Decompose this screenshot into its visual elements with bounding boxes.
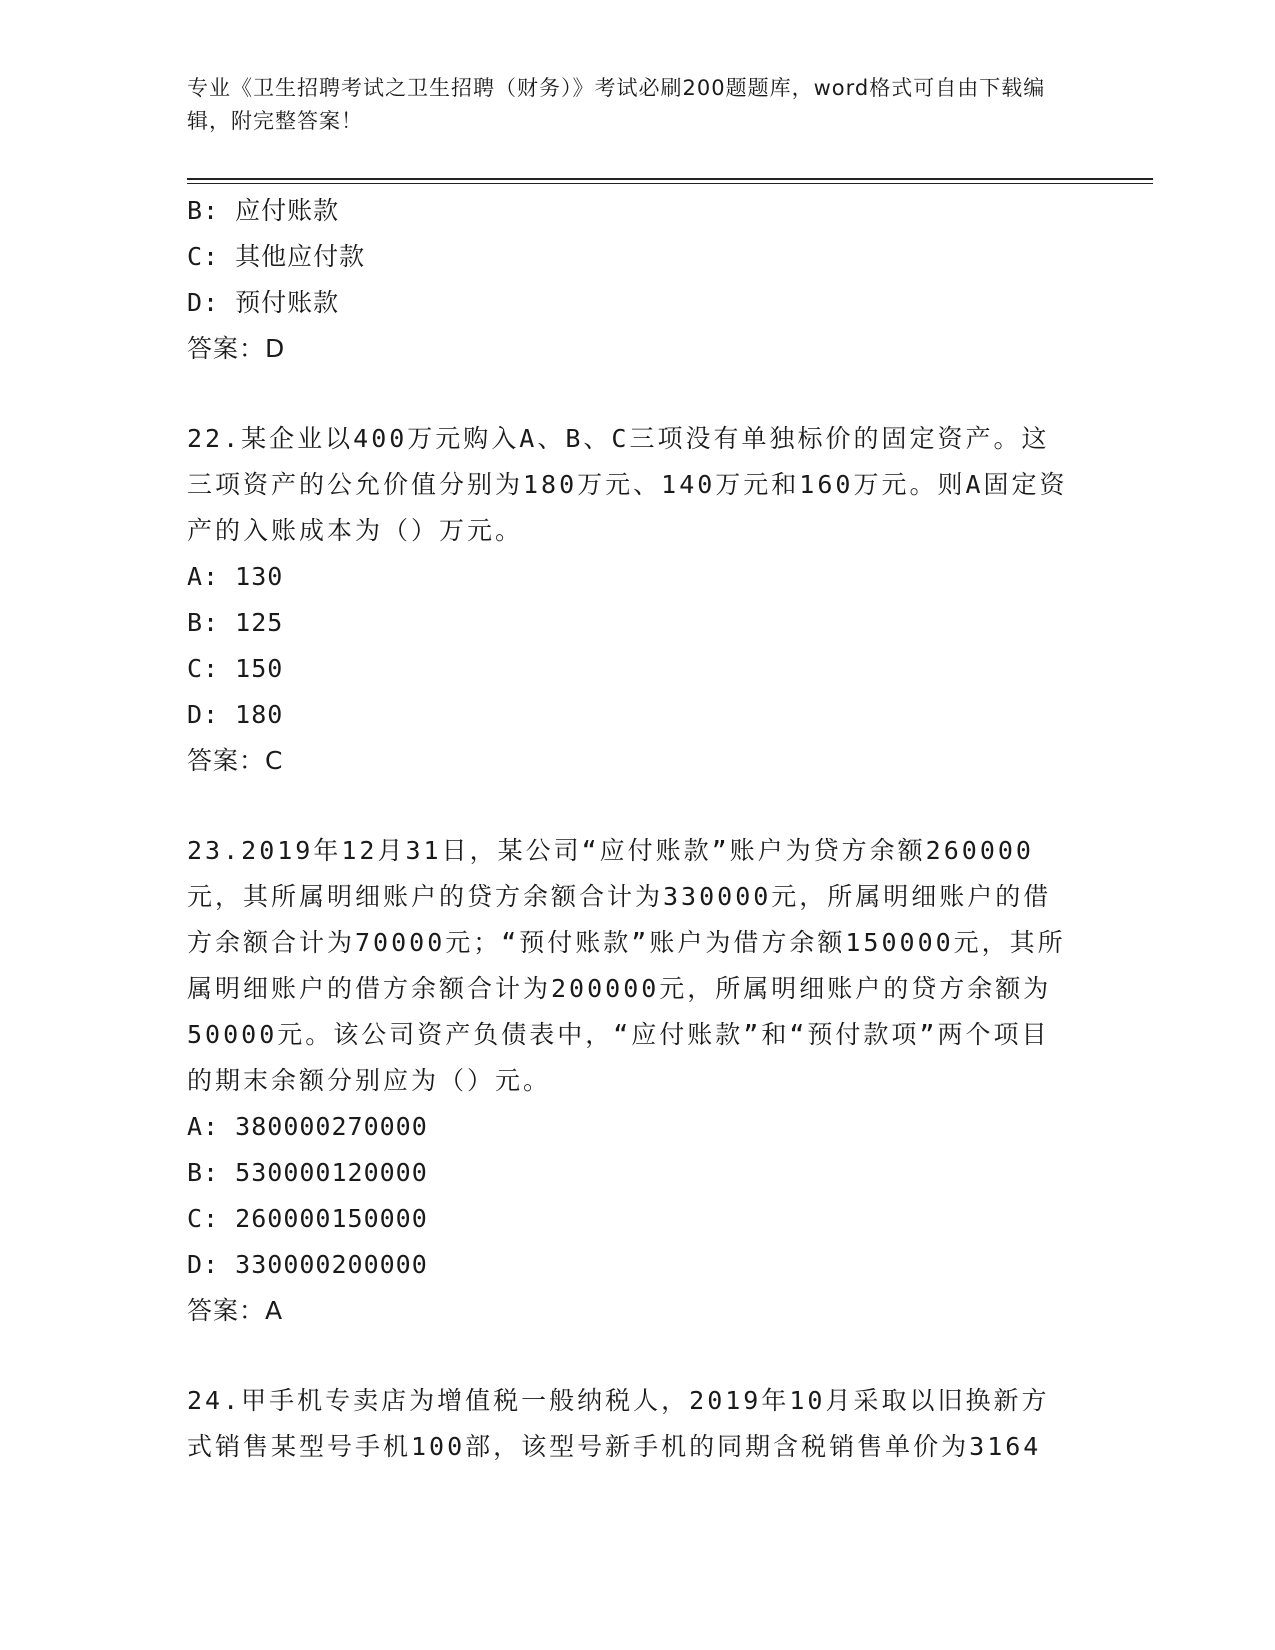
option-c: C: 260000150000 bbox=[187, 1204, 428, 1233]
question-stem: 22.某企业以400万元购入A、B、C三项没有单独标价的固定资产。这三项资产的公允价值分别为180万元、140万元和160万元。则A固定资产的入账成本为（）万元。 bbox=[187, 424, 1068, 545]
prev-question bbox=[187, 188, 1077, 372]
option-d: D: 预付账款 bbox=[187, 288, 340, 317]
option-d: D: 180 bbox=[187, 700, 284, 729]
question-list bbox=[187, 188, 1077, 1470]
option-b: B: 125 bbox=[187, 608, 284, 637]
answer-line: 答案：A bbox=[187, 1296, 284, 1325]
answer-line: 答案：C bbox=[187, 746, 284, 775]
option-a: A: 130 bbox=[187, 562, 284, 591]
answer-line: 答案：D bbox=[187, 334, 286, 363]
option-b: B: 530000120000 bbox=[187, 1158, 428, 1187]
question-22 bbox=[187, 416, 1077, 784]
header-rule bbox=[187, 178, 1153, 180]
header-rule-thin bbox=[187, 183, 1153, 184]
question-24 bbox=[187, 1378, 1077, 1470]
document-header: 专业《卫生招聘考试之卫生招聘（财务）》考试必刷200题题库，word格式可自由下载编辑，附完整答案！ bbox=[187, 76, 1046, 133]
option-c: C: 150 bbox=[187, 654, 284, 683]
question-stem: 23.2019年12月31日，某公司“应付账款”账户为贷方余额260000元，其所属明细账户的贷方余额合计为330000元，所属明细账户的借方余额合计为70000元；“预付账款”账户为借方余额150000元，其所属明细账户的借方余额合计为200000元，所属明细账户的贷方余额为50000元。该公司资产负债表中，“应付账款”和“预付款项”两个项目的期末余额分别应为（）元。 bbox=[187, 836, 1066, 1095]
option-c: C: 其他应付款 bbox=[187, 242, 366, 271]
question-23 bbox=[187, 828, 1077, 1334]
option-a: A: 380000270000 bbox=[187, 1112, 428, 1141]
option-d: D: 330000200000 bbox=[187, 1250, 428, 1279]
question-stem: 24.甲手机专卖店为增值税一般纳税人，2019年10月采取以旧换新方式销售某型号手机100部，该型号新手机的同期含税销售单价为3164 bbox=[187, 1386, 1050, 1461]
option-b: B: 应付账款 bbox=[187, 196, 340, 225]
